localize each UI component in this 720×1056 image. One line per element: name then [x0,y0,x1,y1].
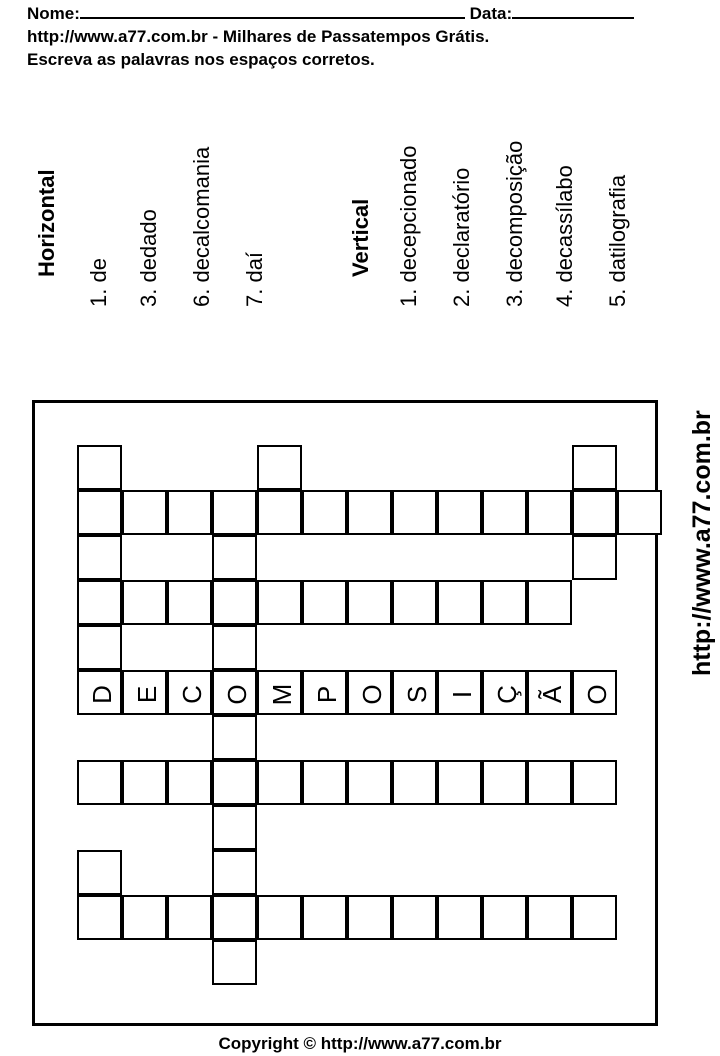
grid-cell[interactable] [77,535,122,580]
grid-cell[interactable] [347,580,392,625]
grid-cell[interactable] [212,805,257,850]
grid-cell[interactable] [437,580,482,625]
grid-cell[interactable] [527,895,572,940]
grid-cell[interactable] [572,445,617,490]
grid-cell[interactable] [437,895,482,940]
grid-cell[interactable] [302,490,347,535]
grid-cell[interactable] [257,490,302,535]
site-line: http://www.a77.com.br - Milhares de Passatempos Grátis. [27,27,490,46]
copyright: Copyright © http://www.a77.com.br [218,1034,502,1053]
grid-cell[interactable] [392,490,437,535]
grid-cell[interactable] [527,760,572,805]
grid-cell[interactable] [302,760,347,805]
grid-cell[interactable] [572,535,617,580]
grid-cell[interactable] [77,850,122,895]
grid-cell[interactable] [437,490,482,535]
grid-cell[interactable] [122,490,167,535]
grid-cell[interactable] [392,580,437,625]
grid-letter: M [266,683,297,706]
grid-cell[interactable] [392,670,437,715]
horizontal-clue-6: 6. decalcomania [189,146,214,307]
grid-cell[interactable] [212,490,257,535]
vertical-clue-2: 2. declaratório [449,167,474,307]
grid-cell[interactable] [347,760,392,805]
grid-cell[interactable] [482,760,527,805]
grid-cell[interactable] [572,670,617,715]
grid-cell[interactable] [77,670,122,715]
grid-cell[interactable] [212,580,257,625]
name-label: Nome: [27,4,80,23]
grid-cell[interactable] [392,895,437,940]
grid-cell[interactable] [257,580,302,625]
horizontal-clue-7: 7. daí [242,251,267,307]
grid-cell[interactable] [347,490,392,535]
grid-cell[interactable] [437,760,482,805]
grid-letter: Ã [536,685,567,704]
horizontal-clue-1: 1. de [86,258,111,307]
grid-cell[interactable] [212,760,257,805]
grid-cell[interactable] [617,490,662,535]
grid-letter: P [311,685,342,704]
grid-cell[interactable] [77,445,122,490]
grid-letter: Ç [491,685,522,704]
grid-cell[interactable] [527,490,572,535]
grid-cell[interactable] [257,895,302,940]
date-label: Data: [469,4,513,23]
grid-cell[interactable] [392,760,437,805]
grid-cell[interactable] [302,895,347,940]
vertical-clue-1: 1. decepcionado [396,145,421,307]
horizontal-clue-3: 3. dedado [136,209,161,307]
grid-letter: O [221,684,252,705]
grid-cell[interactable] [212,850,257,895]
date-field[interactable] [512,2,634,19]
grid-cell[interactable] [77,895,122,940]
grid-letter: O [581,684,612,705]
grid-cell[interactable] [212,940,257,985]
grid-cell[interactable] [167,490,212,535]
grid-cell[interactable] [167,580,212,625]
grid-cell[interactable] [482,670,527,715]
grid-cell[interactable] [167,895,212,940]
grid-cell[interactable] [527,580,572,625]
grid-cell[interactable] [527,670,572,715]
grid-cell[interactable] [482,490,527,535]
name-date-line [27,2,634,24]
grid-cell[interactable] [212,715,257,760]
vertical-title: Vertical [348,198,373,277]
grid-letter: D [86,685,117,704]
grid-cell[interactable] [572,895,617,940]
grid-cell[interactable] [167,760,212,805]
grid-cell[interactable] [167,670,212,715]
grid-cell[interactable] [122,580,167,625]
grid-cell[interactable] [482,580,527,625]
grid-cell[interactable] [302,670,347,715]
grid-letter: S [401,685,432,704]
grid-cell[interactable] [77,625,122,670]
grid-cell[interactable] [572,490,617,535]
grid-letter: E [131,685,162,704]
grid-cell[interactable] [212,670,257,715]
vertical-clue-4: 4. decassílabo [552,165,577,307]
grid-cell[interactable] [347,670,392,715]
grid-cell[interactable] [77,490,122,535]
grid-cell[interactable] [257,445,302,490]
name-field[interactable] [80,2,465,19]
grid-letter: O [356,684,387,705]
grid-cell[interactable] [302,580,347,625]
grid-letter: I [446,690,477,699]
grid-cell[interactable] [122,760,167,805]
grid-cell[interactable] [212,895,257,940]
grid-cell[interactable] [437,670,482,715]
grid-cell[interactable] [122,670,167,715]
grid-cell[interactable] [212,625,257,670]
instruction-line: Escreva as palavras nos espaços corretos. [27,50,375,69]
grid-cell[interactable] [122,895,167,940]
grid-cell[interactable] [572,760,617,805]
grid-letter: C [176,685,207,704]
grid-cell[interactable] [257,670,302,715]
grid-cell[interactable] [347,895,392,940]
vertical-clue-5: 5. datilografia [605,174,630,307]
grid-cell[interactable] [212,535,257,580]
horizontal-title: Horizontal [34,169,59,277]
grid-cell[interactable] [77,580,122,625]
vertical-clue-3: 3. decomposição [502,140,527,307]
grid-cell[interactable] [482,895,527,940]
grid-cell[interactable] [257,760,302,805]
side-url: http://www.a77.com.br [688,410,716,676]
grid-cell[interactable] [77,760,122,805]
